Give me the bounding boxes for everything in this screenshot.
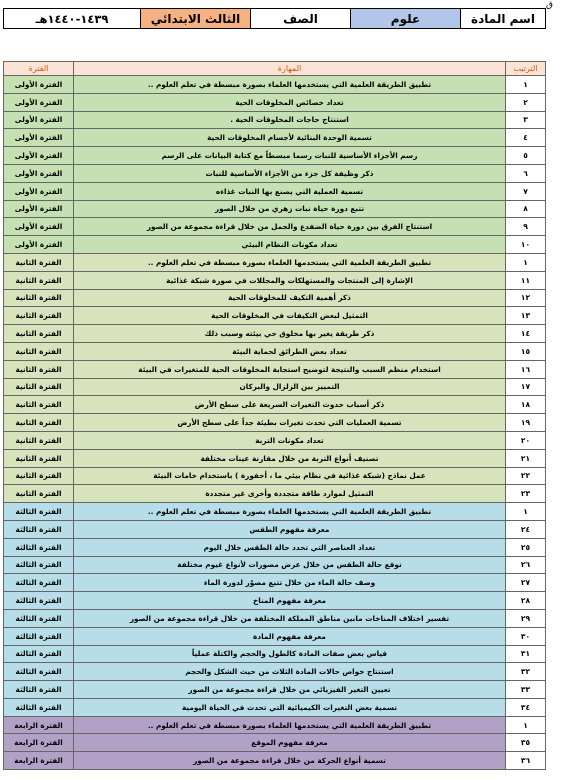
row-skill: تسمية بعض التغيرات الكيميائية التي تحدث في الحياة اليومية [74, 698, 506, 716]
row-number: ١٢ [506, 289, 546, 307]
row-skill: وصف حالة الماء من خلال تتبع مصوّر لدورة الماء [74, 574, 506, 592]
row-number: ١٩ [506, 414, 546, 432]
row-number: ٢ [506, 93, 546, 111]
table-row [4, 609, 546, 627]
row-skill: تعداد مكونات النظام البيئي [74, 236, 506, 254]
row-skill: التمثيل لبعض التكيفات في المخلوقات الحية [74, 307, 506, 325]
row-skill: عمل نماذج (شبكة غذائية في نظام بيئي ما ، أحفورة ) باستخدام خامات البيئة [74, 467, 506, 485]
table-row [4, 734, 546, 752]
row-number: ٢٧ [506, 574, 546, 592]
row-period: الفترة الثانية [4, 271, 74, 289]
header-row [4, 9, 546, 29]
row-period: الفترة الثالثة [4, 574, 74, 592]
row-number: ٣٥ [506, 734, 546, 752]
row-period: الفترة الثالثة [4, 627, 74, 645]
table-row [4, 627, 546, 645]
row-period: الفترة الثالثة [4, 503, 74, 521]
row-period: الفترة الأولى [4, 93, 74, 111]
row-number: ٢٠ [506, 431, 546, 449]
corner-mark: ق [546, 0, 553, 10]
row-period: الفترة الثالثة [4, 592, 74, 610]
row-number: ٣٠ [506, 627, 546, 645]
table-row [4, 663, 546, 681]
row-period: الفترة الأولى [4, 129, 74, 147]
row-skill: التمثيل لموارد طاقة متجددة وأخرى غير متجددة [74, 485, 506, 503]
row-number: ٣ [506, 111, 546, 129]
row-skill: توقع حالة الطقس من خلال عرض مصورات لأنواع غيوم مختلفة [74, 556, 506, 574]
table-row [4, 485, 546, 503]
row-period: الفترة الأولى [4, 76, 74, 94]
table-row [4, 538, 546, 556]
row-skill: تتبع دورة حياة نبات زهري من خلال الصور [74, 200, 506, 218]
row-skill: استخدام منظم السبب والنتيجة لتوضيح استجابة المخلوقات الحية للمتغيرات في البيئة [74, 360, 506, 378]
row-period: الفترة الثانية [4, 396, 74, 414]
row-number: ١١ [506, 271, 546, 289]
row-number: ٧ [506, 182, 546, 200]
row-number: ٢٦ [506, 556, 546, 574]
table-row [4, 76, 546, 94]
year-value: ١٤٣٩-١٤٤٠هـ [4, 9, 141, 29]
row-skill: تسمية العملية التي يصنع بها النبات غذاءه [74, 182, 506, 200]
row-period: الفترة الثالثة [4, 681, 74, 699]
row-number: ٥ [506, 147, 546, 165]
row-number: ٣٣ [506, 681, 546, 699]
table-row [4, 200, 546, 218]
row-period: الفترة الثانية [4, 289, 74, 307]
row-skill: تسمية العمليات التي تحدث تغيرات بطيئة جداً على سطح الأرض [74, 414, 506, 432]
row-period: الفترة الثانية [4, 360, 74, 378]
row-number: ١٣ [506, 307, 546, 325]
table-row [4, 378, 546, 396]
table-row [4, 307, 546, 325]
row-period: الفترة الثانية [4, 325, 74, 343]
table-row [4, 698, 546, 716]
row-period: الفترة الأولى [4, 147, 74, 165]
row-period: الفترة الثانية [4, 449, 74, 467]
table-row [4, 129, 546, 147]
row-skill: معرفة مفهوم الموقع [74, 734, 506, 752]
row-period: الفترة الأولى [4, 218, 74, 236]
table-row [4, 592, 546, 610]
row-number: ٢٤ [506, 520, 546, 538]
row-period: الفترة الثانية [4, 467, 74, 485]
row-number: ٨ [506, 200, 546, 218]
row-number: ١٤ [506, 325, 546, 343]
table-row [4, 681, 546, 699]
row-number: ٣١ [506, 645, 546, 663]
table-row [4, 503, 546, 521]
row-skill: استنتاج الفرق بين دورة حياة الضفدع والجمل من خلال قراءة مجموعة من الصور [74, 218, 506, 236]
row-period: الفترة الرابعة [4, 716, 74, 734]
row-skill: تصنيف أنواع التربة من خلال مقارنة عينات مختلفة [74, 449, 506, 467]
row-skill: تطبيق الطريقة العلمية التي يستخدمها العلماء بصورة مبسطة في تعلم العلوم .. [74, 76, 506, 94]
table-header-row [4, 62, 546, 76]
row-skill: استنتاج حاجات المخلوقات الحية . [74, 111, 506, 129]
row-skill: تعداد العناصر التي تحدد حالة الطقس خلال اليوم [74, 538, 506, 556]
row-skill: استنتاج خواص حالات المادة الثلاث من حيث الشكل والحجم [74, 663, 506, 681]
table-body [4, 76, 546, 770]
row-number: ٩ [506, 218, 546, 236]
row-period: الفترة الثالثة [4, 538, 74, 556]
row-period: الفترة الثانية [4, 485, 74, 503]
column-period: الفترة [4, 62, 74, 76]
row-number: ١٠ [506, 236, 546, 254]
table-row [4, 289, 546, 307]
row-number: ١ [506, 503, 546, 521]
row-skill: تطبيق الطريقة العلمية التي يستخدمها العلماء بصورة مبسطة في تعلم العلوم .. [74, 253, 506, 271]
row-number: ١ [506, 716, 546, 734]
table-row [4, 271, 546, 289]
row-number: ٢٢ [506, 467, 546, 485]
row-period: الفترة الرابعة [4, 752, 74, 770]
row-skill: رسم الأجزاء الأساسية للنبات رسما مبسطاً مع كتابة البيانات على الرسم [74, 147, 506, 165]
table-row [4, 342, 546, 360]
row-skill: ذكر وظيفة كل جزء من الأجزاء الأساسية للنبات [74, 164, 506, 182]
row-period: الفترة الثانية [4, 431, 74, 449]
row-period: الفترة الأولى [4, 164, 74, 182]
row-skill: تسمية الوحدة البنائية لأجسام المخلوقات الحية [74, 129, 506, 147]
row-number: ٢٨ [506, 592, 546, 610]
subject-label: اسم المادة [461, 9, 546, 29]
row-number: ٣٢ [506, 663, 546, 681]
row-period: الفترة الثالثة [4, 645, 74, 663]
row-period: الفترة الأولى [4, 236, 74, 254]
table-row [4, 396, 546, 414]
column-order: الترتيب [506, 62, 546, 76]
row-period: الفترة الأولى [4, 111, 74, 129]
grade-value: الثالث الابتدائي [141, 9, 251, 29]
row-number: ٢٩ [506, 609, 546, 627]
row-period: الفترة الأولى [4, 200, 74, 218]
table-row [4, 93, 546, 111]
row-period: الفترة الثالثة [4, 520, 74, 538]
table-row [4, 556, 546, 574]
row-period: الفترة الثانية [4, 342, 74, 360]
table-row [4, 467, 546, 485]
row-period: الفترة الأولى [4, 182, 74, 200]
row-skill: قياس بعض صفات المادة كالطول والحجم والكتلة عملياً [74, 645, 506, 663]
row-skill: تعداد مكونات التربة [74, 431, 506, 449]
row-number: ٢٥ [506, 538, 546, 556]
row-period: الفترة الثالثة [4, 556, 74, 574]
row-skill: الإشارة إلى المنتجات والمستهلكات والمحللات في صورة شبكة غذائية [74, 271, 506, 289]
row-skill: معرفة مفهوم المادة [74, 627, 506, 645]
row-period: الفترة الثانية [4, 414, 74, 432]
row-skill: تسمية أنواع الحركة من خلال قراءة مجموعة من الصور [74, 752, 506, 770]
row-number: ٦ [506, 164, 546, 182]
row-period: الفترة الثانية [4, 378, 74, 396]
table-row [4, 414, 546, 432]
table-row [4, 111, 546, 129]
table-row [4, 431, 546, 449]
table-row [4, 449, 546, 467]
table-row [4, 253, 546, 271]
table-row [4, 147, 546, 165]
row-skill: تعداد خصائص المخلوقات الحية [74, 93, 506, 111]
column-skill: المهارة [74, 62, 506, 76]
row-number: ٣٤ [506, 698, 546, 716]
table-row [4, 182, 546, 200]
row-skill: تطبيق الطريقة العلمية التي يستخدمها العلماء بصورة مبسطة في تعلم العلوم .. [74, 503, 506, 521]
row-number: ١٧ [506, 378, 546, 396]
row-number: ٢٣ [506, 485, 546, 503]
table-row [4, 236, 546, 254]
table-row [4, 574, 546, 592]
row-skill: ذكر طريقة يغير بها مخلوق حي بيئته وسبب ذلك [74, 325, 506, 343]
row-number: ٤ [506, 129, 546, 147]
row-skill: تعداد بعض الطرائق لحماية البيئة [74, 342, 506, 360]
row-period: الفترة الثانية [4, 307, 74, 325]
table-row [4, 218, 546, 236]
header-table [3, 8, 546, 29]
row-period: الفترة الثالثة [4, 663, 74, 681]
row-period: الفترة الثالثة [4, 609, 74, 627]
row-skill: التمييز بين الزلزال والبركان [74, 378, 506, 396]
row-skill: ذكر أهمية التكيف للمخلوقات الحية [74, 289, 506, 307]
table-row [4, 360, 546, 378]
grade-label: الصف [251, 9, 351, 29]
table-row [4, 645, 546, 663]
table-row [4, 752, 546, 770]
row-skill: تعيين التغير الفيزيائي من خلال قراءة مجموعة من الصور [74, 681, 506, 699]
subject-value: علوم [351, 9, 461, 29]
row-skill: تفسير اختلاف المناخات مابين مناطق المملكة المختلفة من خلال قراءة مجموعة من الصور [74, 609, 506, 627]
row-number: ١٨ [506, 396, 546, 414]
row-skill: تطبيق الطريقة العلمية التي يستخدمها العلماء بصورة مبسطة في تعلم العلوم .. [74, 716, 506, 734]
row-number: ٢١ [506, 449, 546, 467]
row-number: ١٥ [506, 342, 546, 360]
table-row [4, 520, 546, 538]
row-number: ١ [506, 253, 546, 271]
row-number: ١٦ [506, 360, 546, 378]
row-number: ٣٦ [506, 752, 546, 770]
row-period: الفترة الثالثة [4, 698, 74, 716]
skills-table [3, 61, 546, 770]
row-number: ١ [506, 76, 546, 94]
table-row [4, 716, 546, 734]
row-period: الفترة الرابعة [4, 734, 74, 752]
row-skill: ذكر أسباب حدوث التغيرات السريعة على سطح الأرض [74, 396, 506, 414]
row-period: الفترة الثانية [4, 253, 74, 271]
row-skill: معرفة مفهوم الطقس [74, 520, 506, 538]
row-skill: معرفة مفهوم المناخ [74, 592, 506, 610]
table-row [4, 164, 546, 182]
table-row [4, 325, 546, 343]
